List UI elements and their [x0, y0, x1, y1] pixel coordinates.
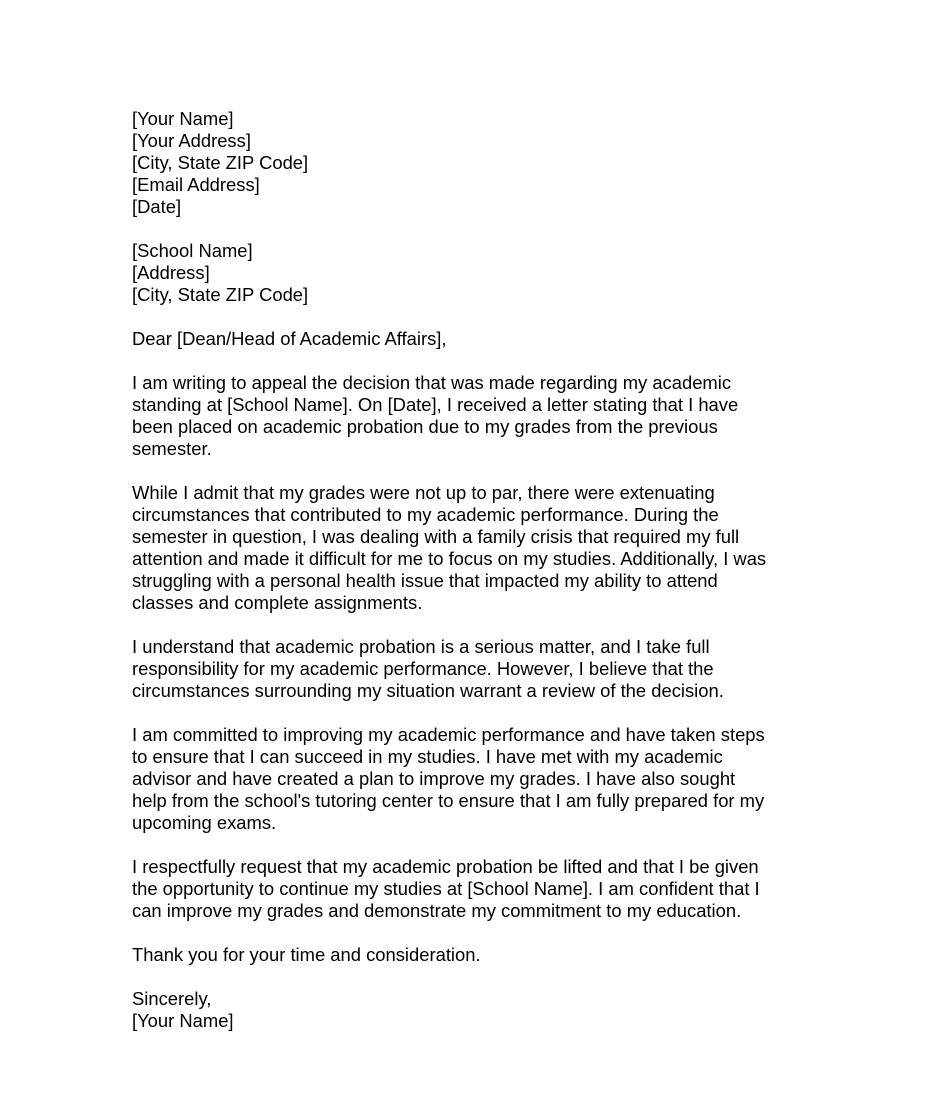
- letter-date: [Date]: [132, 196, 182, 217]
- paragraph-line: semester in question, I was dealing with a family crisis that required my full: [132, 526, 740, 547]
- paragraph-line: can improve my grades and demonstrate my commitment to my education.: [132, 900, 742, 921]
- paragraph-line: semester.: [132, 438, 212, 459]
- paragraph-line: circumstances that contributed to my academic performance. During the: [132, 504, 719, 525]
- paragraph-line: I respectfully request that my academic probation be lifted and that I be given: [132, 856, 759, 877]
- recipient-block: [132, 240, 812, 306]
- body-paragraph-4: [132, 724, 812, 834]
- valediction: Sincerely,: [132, 988, 212, 1009]
- sender-name: [Your Name]: [132, 108, 234, 129]
- paragraph-line: While I admit that my grades were not up to par, there were extenuating: [132, 482, 715, 503]
- body-paragraph-3: [132, 636, 812, 702]
- paragraph-line: classes and complete assignments.: [132, 592, 423, 613]
- sender-block: [132, 108, 812, 218]
- paragraph-line: I am committed to improving my academic performance and have taken steps: [132, 724, 765, 745]
- paragraph-line: attention and made it difficult for me to focus on my studies. Additionally, I was: [132, 548, 767, 569]
- paragraph-line: upcoming exams.: [132, 812, 277, 833]
- letter-document: [132, 108, 812, 1032]
- sender-city-state-zip: [City, State ZIP Code]: [132, 152, 309, 173]
- body-paragraph-5: [132, 856, 812, 922]
- paragraph-line: I am writing to appeal the decision that was made regarding my academic: [132, 372, 732, 393]
- paragraph-line: help from the school's tutoring center to ensure that I am fully prepared for my: [132, 790, 765, 811]
- paragraph-line: been placed on academic probation due to my grades from the previous: [132, 416, 718, 437]
- recipient-school-name: [School Name]: [132, 240, 253, 261]
- paragraph-line: advisor and have created a plan to improve my grades. I have also sought: [132, 768, 736, 789]
- body-paragraph-6: [132, 944, 812, 966]
- sender-email: [Email Address]: [132, 174, 260, 195]
- paragraph-line: to ensure that I can succeed in my studies. I have met with my academic: [132, 746, 723, 767]
- closing-block: [132, 988, 812, 1032]
- body-paragraph-1: [132, 372, 812, 460]
- paragraph-line: the opportunity to continue my studies at [School Name]. I am confident that I: [132, 878, 760, 899]
- signature-name: [Your Name]: [132, 1010, 234, 1031]
- paragraph-line: struggling with a personal health issue that impacted my ability to attend: [132, 570, 718, 591]
- sender-address: [Your Address]: [132, 130, 251, 151]
- paragraph-line: circumstances surrounding my situation warrant a review of the decision.: [132, 680, 724, 701]
- paragraph-line: Thank you for your time and consideration.: [132, 944, 481, 965]
- paragraph-line: I understand that academic probation is a serious matter, and I take full: [132, 636, 710, 657]
- paragraph-line: standing at [School Name]. On [Date], I received a letter stating that I have: [132, 394, 739, 415]
- body-paragraph-2: [132, 482, 812, 614]
- recipient-city-state-zip: [City, State ZIP Code]: [132, 284, 309, 305]
- recipient-address: [Address]: [132, 262, 210, 283]
- salutation: Dear [Dean/Head of Academic Affairs],: [132, 328, 447, 349]
- paragraph-line: responsibility for my academic performance. However, I believe that the: [132, 658, 714, 679]
